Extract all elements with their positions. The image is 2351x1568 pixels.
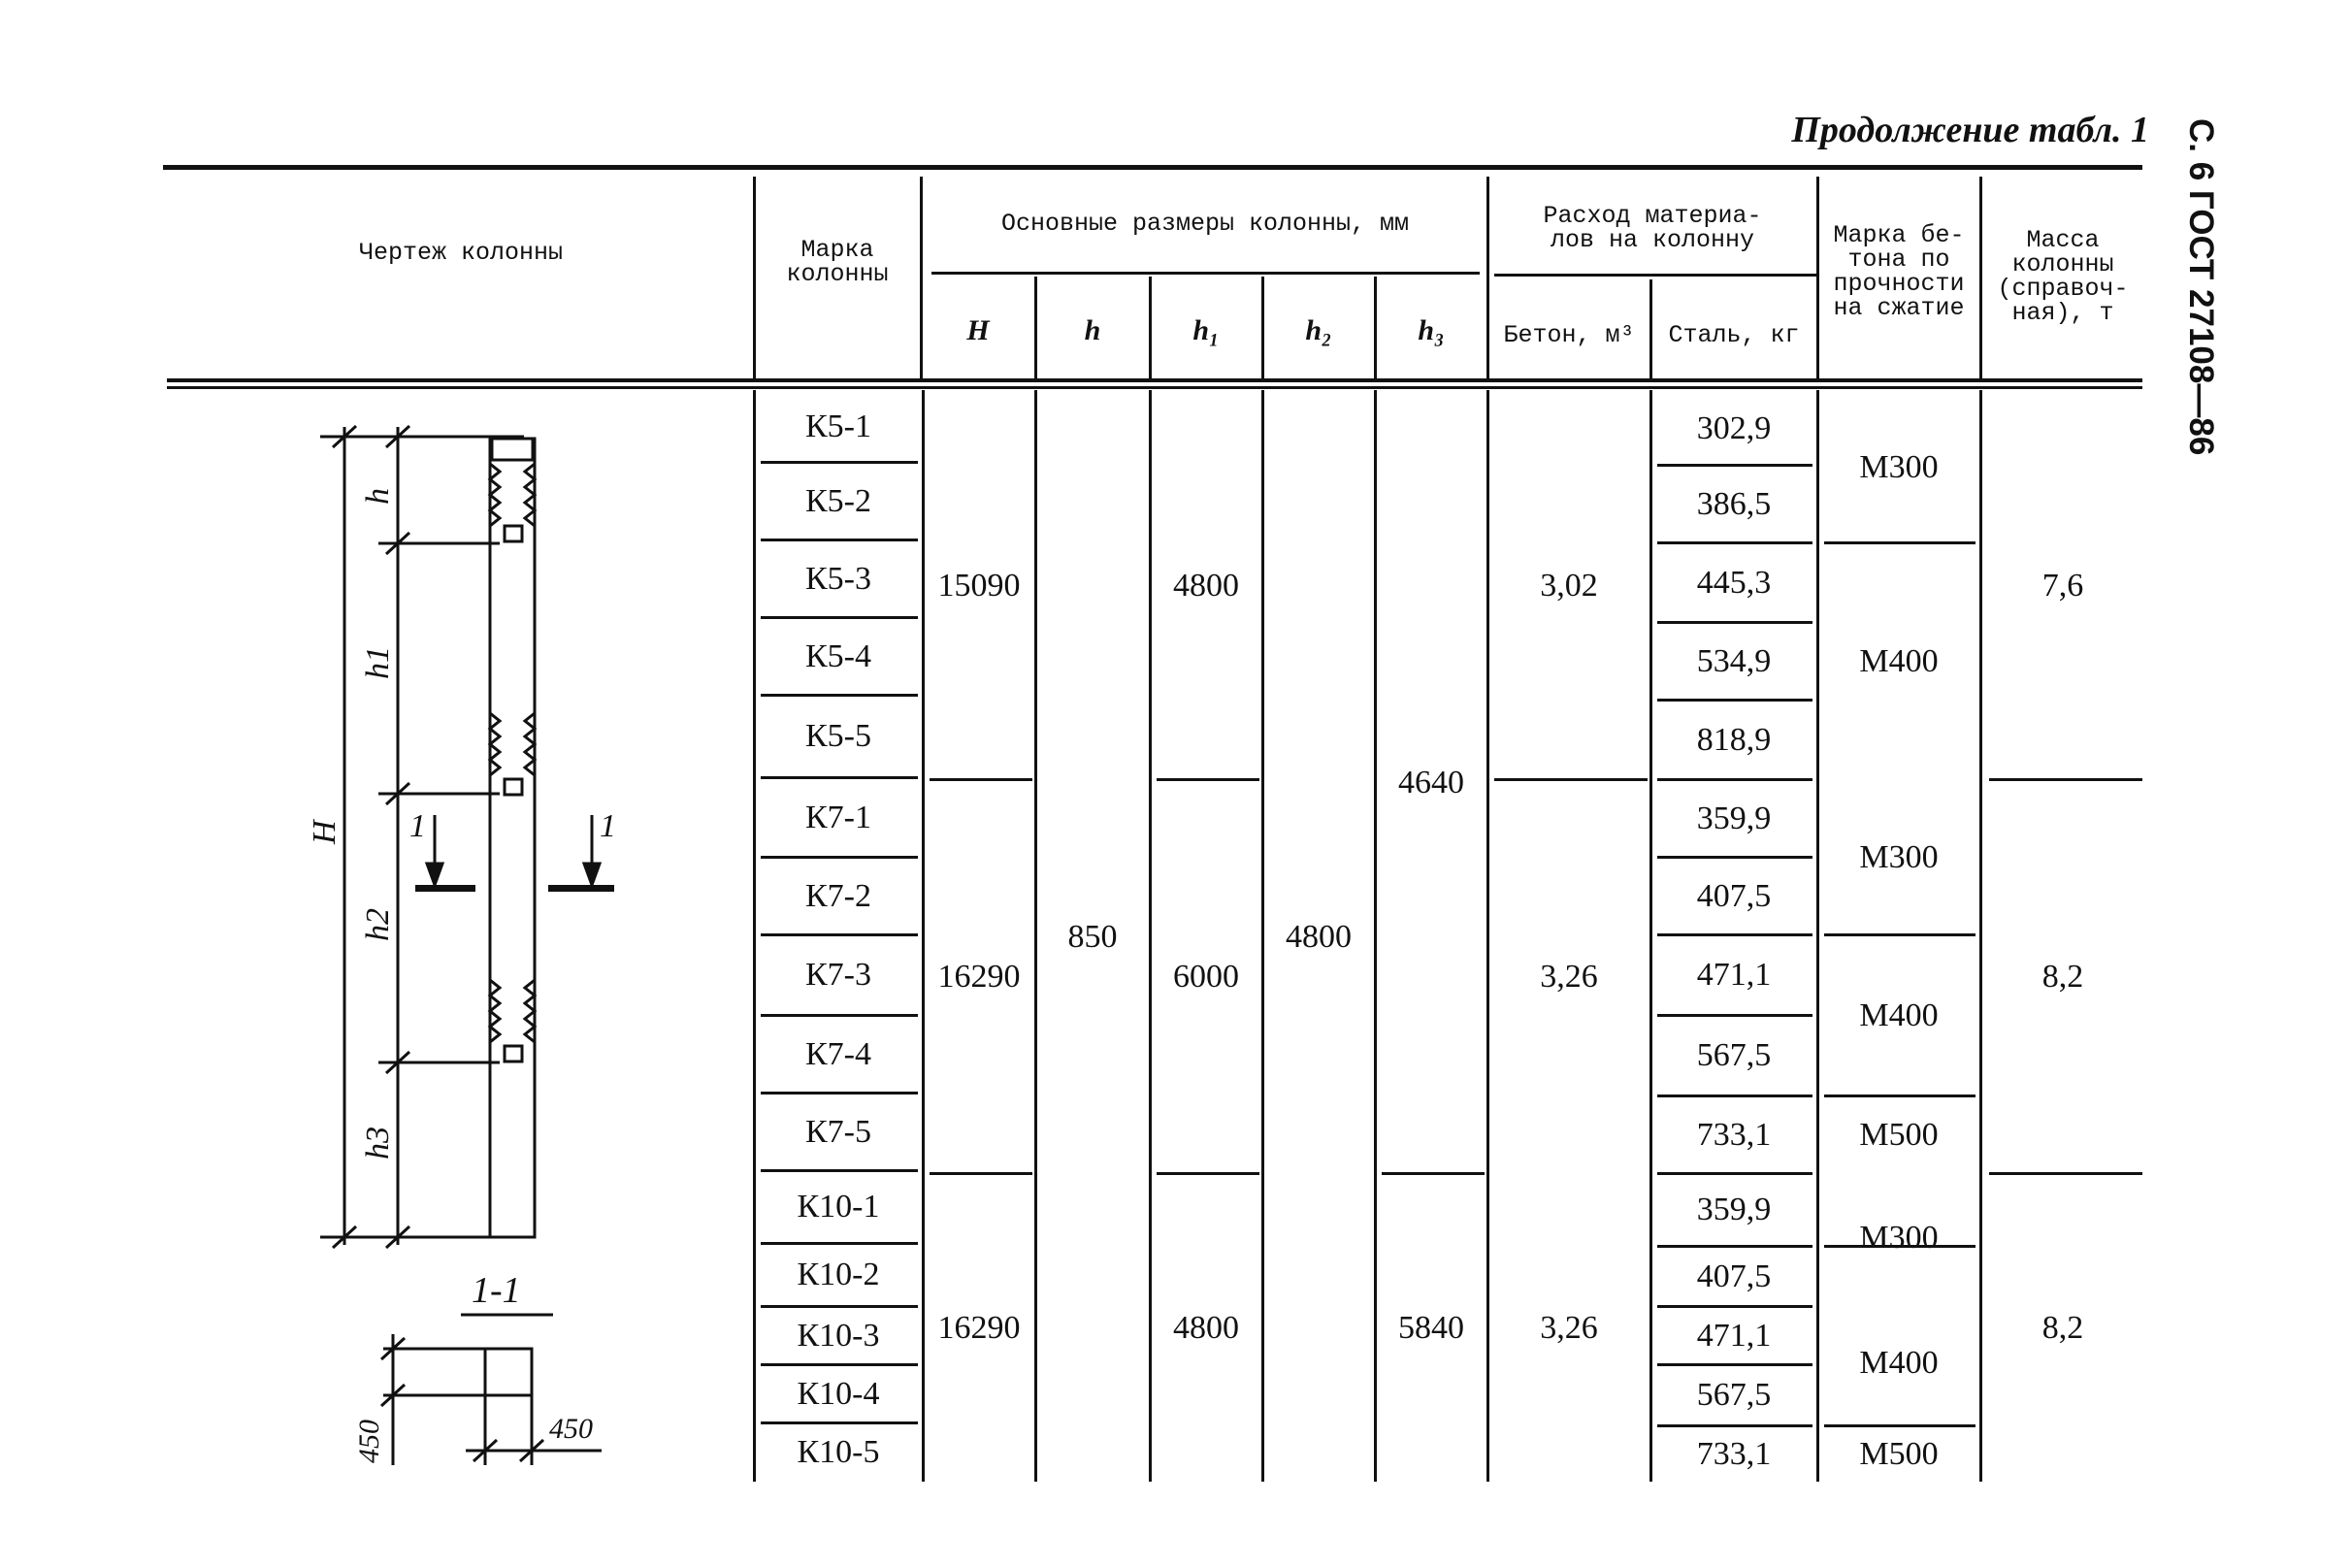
label-section-right: 1 bbox=[600, 808, 616, 844]
col-divider-h bbox=[1034, 277, 1037, 380]
h1-cell: 4800 bbox=[1173, 1309, 1239, 1346]
mark-cell: К7-3 bbox=[805, 957, 871, 993]
mark-cell: К5-4 bbox=[805, 637, 871, 674]
col-divider-mass bbox=[1979, 177, 1982, 380]
steel-cell: 445,3 bbox=[1696, 564, 1772, 601]
header-steel: Сталь, кг bbox=[1668, 320, 1800, 349]
steel-cell: 302,9 bbox=[1696, 409, 1772, 446]
steel-cell: 386,5 bbox=[1696, 485, 1772, 522]
steel-cell: 567,5 bbox=[1696, 1037, 1772, 1073]
header-h2: h₂ bbox=[1305, 313, 1332, 346]
mark-cell: К5-1 bbox=[805, 408, 871, 444]
body-divider-mass bbox=[1979, 390, 1982, 1482]
mass-cell: 8,2 bbox=[2041, 958, 2084, 995]
h1-cell: 4800 bbox=[1173, 567, 1239, 604]
mark-cell: К7-4 bbox=[805, 1035, 871, 1072]
h3-cell: 4640 bbox=[1398, 764, 1464, 800]
H-cell: 16290 bbox=[937, 958, 1021, 995]
mark-cell: К10-1 bbox=[797, 1189, 880, 1225]
mass-cell: 7,6 bbox=[2041, 567, 2084, 604]
mark-cell: К5-2 bbox=[805, 482, 871, 519]
mark-cell: К5-5 bbox=[805, 718, 871, 754]
mark-cell: К10-3 bbox=[797, 1317, 880, 1354]
steel-cell: 359,9 bbox=[1696, 1192, 1772, 1227]
header-materials: Расход материа- лов на колонну bbox=[1543, 202, 1762, 254]
mark-cell: К10-2 bbox=[797, 1257, 880, 1292]
header-mass: Масса колонны (справоч- ная), т bbox=[1997, 226, 2129, 327]
header-H: H bbox=[966, 313, 990, 346]
concrete-cell: 3,26 bbox=[1540, 1309, 1598, 1346]
col-divider-h1 bbox=[1149, 277, 1152, 380]
opening-low bbox=[505, 1046, 522, 1062]
grade-cell: М400 bbox=[1859, 1345, 1939, 1381]
label-h1: h1 bbox=[360, 646, 396, 679]
header-h3: h₃ bbox=[1418, 313, 1445, 346]
steel-cell: 407,5 bbox=[1696, 1258, 1772, 1294]
grade-cell: М500 bbox=[1859, 1116, 1939, 1153]
steel-cell: 407,5 bbox=[1696, 877, 1772, 914]
grade-cell: М400 bbox=[1859, 642, 1939, 679]
steel-cell: 818,9 bbox=[1696, 721, 1772, 758]
H-cell: 15090 bbox=[937, 567, 1021, 604]
grade-cell: М500 bbox=[1859, 1435, 1939, 1472]
body-divider-steel bbox=[1649, 390, 1652, 1482]
label-H: H bbox=[307, 820, 343, 844]
h-cell: 850 bbox=[1067, 918, 1118, 955]
H-cell: 16290 bbox=[937, 1309, 1021, 1346]
header-drawing: Чертеж колонны bbox=[358, 238, 564, 267]
body-divider-dims bbox=[922, 390, 925, 1482]
continuation-title: Продолжение табл. 1 bbox=[1791, 110, 2149, 150]
body-divider-h bbox=[1034, 390, 1037, 1482]
grade-cell: М300 bbox=[1859, 1220, 1939, 1256]
header-h: h bbox=[1084, 313, 1101, 346]
steel-cell: 733,1 bbox=[1696, 1435, 1772, 1472]
steel-cell: 534,9 bbox=[1696, 642, 1772, 679]
label-h: h bbox=[360, 488, 396, 505]
mark-cell: К10-4 bbox=[797, 1375, 880, 1412]
section-bar-right bbox=[548, 885, 614, 892]
label-width: 450 bbox=[549, 1413, 593, 1445]
grade-cell: М400 bbox=[1859, 996, 1939, 1033]
h3-cell: 5840 bbox=[1398, 1309, 1464, 1346]
mark-cell: К10-5 bbox=[797, 1434, 880, 1470]
steel-cell: 733,1 bbox=[1696, 1116, 1772, 1153]
column-drawing bbox=[0, 0, 757, 1568]
col-divider-grade bbox=[1816, 177, 1819, 380]
steel-cell: 567,5 bbox=[1696, 1377, 1772, 1413]
column-body bbox=[490, 439, 535, 1237]
col-divider-steel bbox=[1649, 279, 1652, 380]
side-page-label: С. 6 ГОСТ 27108—86 bbox=[2182, 118, 2220, 456]
header-h1: h₁ bbox=[1192, 313, 1220, 346]
header-concrete: Бетон, м³ bbox=[1503, 320, 1635, 349]
body-divider-h3 bbox=[1374, 390, 1377, 1482]
steel-cell: 359,9 bbox=[1696, 800, 1772, 836]
section-bar-left bbox=[415, 885, 475, 892]
col-divider-h3 bbox=[1374, 277, 1377, 380]
mark-cell: К7-2 bbox=[805, 877, 871, 914]
body-divider-grade bbox=[1816, 390, 1819, 1482]
mark-cell: К7-1 bbox=[805, 799, 871, 835]
h2-cell: 4800 bbox=[1286, 918, 1352, 955]
h1-cell: 6000 bbox=[1173, 958, 1239, 995]
opening-mid bbox=[505, 779, 522, 795]
concrete-cell: 3,02 bbox=[1540, 567, 1598, 604]
dims-group-rule bbox=[931, 272, 1480, 275]
label-h3: h3 bbox=[360, 1127, 396, 1160]
steel-cell: 471,1 bbox=[1696, 1317, 1772, 1354]
materials-group-rule bbox=[1494, 274, 1819, 277]
section-square bbox=[485, 1349, 532, 1395]
col-divider-materials bbox=[1486, 177, 1489, 380]
grade-cell: М300 bbox=[1859, 448, 1939, 485]
col-divider-dims bbox=[920, 177, 923, 380]
header-concrete-grade: Марка бе- тона по прочности на сжатие bbox=[1833, 221, 1965, 322]
opening-top bbox=[505, 526, 522, 541]
concrete-cell: 3,26 bbox=[1540, 958, 1598, 995]
body-divider-h2 bbox=[1261, 390, 1264, 1482]
grade-cell: М300 bbox=[1859, 838, 1939, 875]
header-mark: Марка колонны bbox=[786, 236, 889, 288]
body-divider-concrete bbox=[1486, 390, 1489, 1482]
label-section-left: 1 bbox=[409, 808, 426, 844]
mark-cell: К5-3 bbox=[805, 560, 871, 597]
label-depth: 450 bbox=[353, 1420, 385, 1463]
label-h2: h2 bbox=[360, 908, 396, 941]
mass-cell: 8,2 bbox=[2041, 1309, 2084, 1346]
steel-cell: 471,1 bbox=[1696, 957, 1772, 993]
label-section-title: 1-1 bbox=[472, 1270, 521, 1311]
column-cap bbox=[492, 439, 533, 460]
col-divider-h2 bbox=[1261, 277, 1264, 380]
mark-cell: К7-5 bbox=[805, 1113, 871, 1150]
body-divider-h1 bbox=[1149, 390, 1152, 1482]
header-dims: Основные размеры колонны, мм bbox=[1000, 209, 1410, 238]
